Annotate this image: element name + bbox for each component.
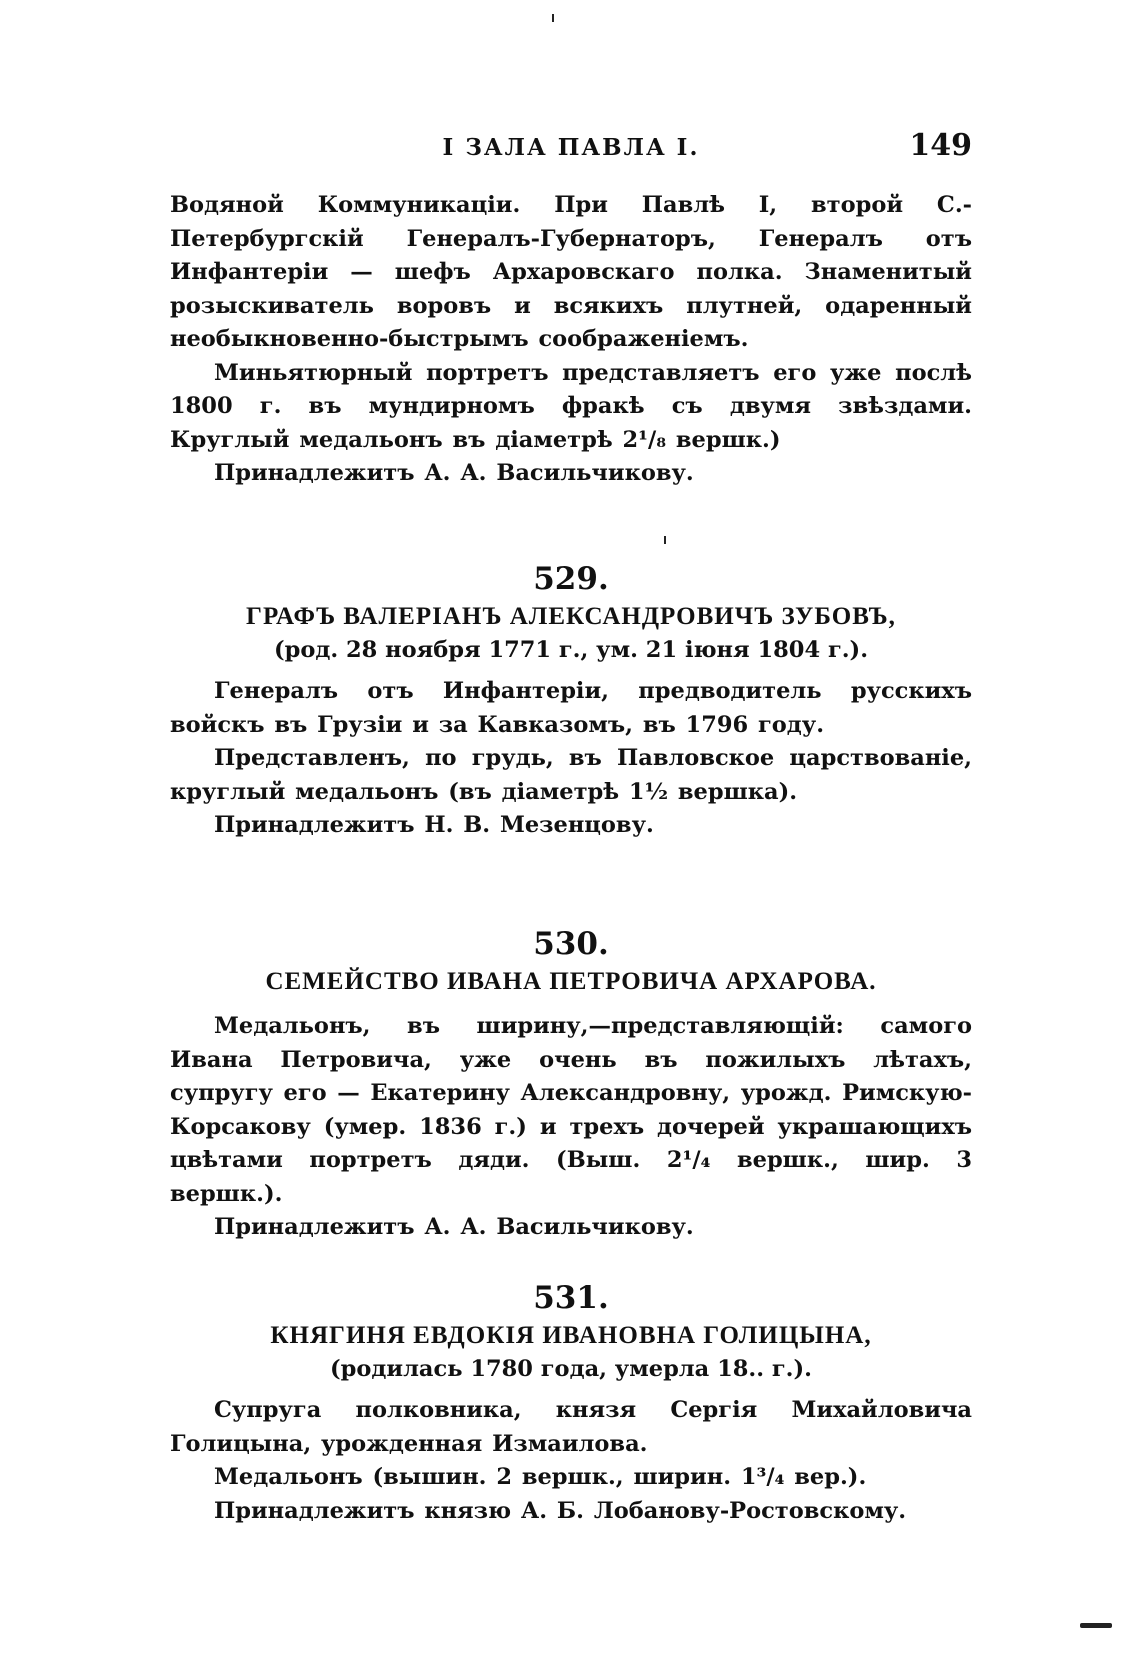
entry-dates: (родилась 1780 года, умерла 18.. г.). [330, 1356, 812, 1382]
entry-number: 529. [533, 561, 609, 597]
paragraph: Генералъ отъ Инфантерiи, предводитель русскихъ войскъ въ Грузiи и за Кавказомъ, въ 1796 году. [170, 678, 972, 738]
book-page [170, 0, 972, 1667]
running-title: I ЗАЛА ПАВЛА I. [442, 134, 700, 161]
page-header [170, 128, 972, 168]
scan-speck [552, 14, 554, 22]
paragraph: Супруга полковника, князя Сергiя Михайловича Голицына, урожденная Измаилова. [170, 1397, 972, 1457]
entry-title: ГРАФЪ ВАЛЕРIАНЪ АЛЕКСАНДРОВИЧЪ ЗУБОВЪ, [246, 603, 896, 630]
paragraph: Представленъ, по грудь, въ Павловское царствованiе, круглый медальонъ (въ дiаметрѣ 1½ вершка). [170, 745, 972, 805]
entry-number: 531. [533, 1280, 609, 1316]
entry-title: СЕМЕЙСТВО ИВАНА ПЕТРОВИЧА АРХАРОВА. [265, 968, 877, 995]
owner-line: Принадлежитъ князю А. Б. Лобанову-Ростовскому. [214, 1497, 907, 1524]
entry-529 [170, 561, 972, 843]
entry-dates: (род. 28 ноября 1771 г., ум. 21 iюня 1804 г.). [273, 637, 869, 663]
entry-530 [170, 926, 972, 1245]
paragraph: Водяной Коммуникацiи. При Павлѣ I, второй С.-Петербургскiй Генералъ-Губернаторъ, Генералъ отъ Инфантерiи — шефъ Архаровскаго полка. Знаменитый розыскиватель воровъ и всякихъ плутней, одаренный необыкновенно-быстрымъ соображенiемъ. [170, 192, 972, 352]
paragraph: Миньятюрный портретъ представляетъ его уже послѣ 1800 г. въ мундирномъ фракѣ съ двумя звѣздами. Круглый медальонъ въ дiаметрѣ 2¹/₈ вершк.) [170, 359, 972, 453]
scan-speck [1080, 1623, 1112, 1628]
paragraph: Медальонъ, въ ширину,—представляющiй: самого Ивана Петровича, уже очень въ пожилыхъ лѣтахъ, супругу его — Екатерину Александровну, урожд. Римскую-Корсакову (умер. 1836 г.) и трехъ дочерей украшающихъ цвѣтами портретъ дяди. (Выш. 2¹/₄ вершк., шир. 3 вершк.). [170, 1013, 972, 1207]
entry-number: 530. [533, 926, 609, 962]
page-number: 149 [909, 128, 972, 163]
scan-speck [664, 536, 666, 544]
entry-title: КНЯГИНЯ ЕВДОКIЯ ИВАНОВНА ГОЛИЦЫНА, [270, 1322, 872, 1349]
owner-line: Принадлежитъ А. А. Васильчикову. [214, 1214, 694, 1240]
owner-line: Принадлежитъ Н. В. Мезенцову. [214, 812, 654, 838]
entry-531 [170, 1280, 972, 1528]
owner-line: Принадлежитъ А. А. Васильчикову. [214, 460, 694, 486]
continuation-text [170, 189, 972, 491]
paragraph: Медальонъ (вышин. 2 вершк., ширин. 1³/₄ вер.). [214, 1464, 867, 1490]
